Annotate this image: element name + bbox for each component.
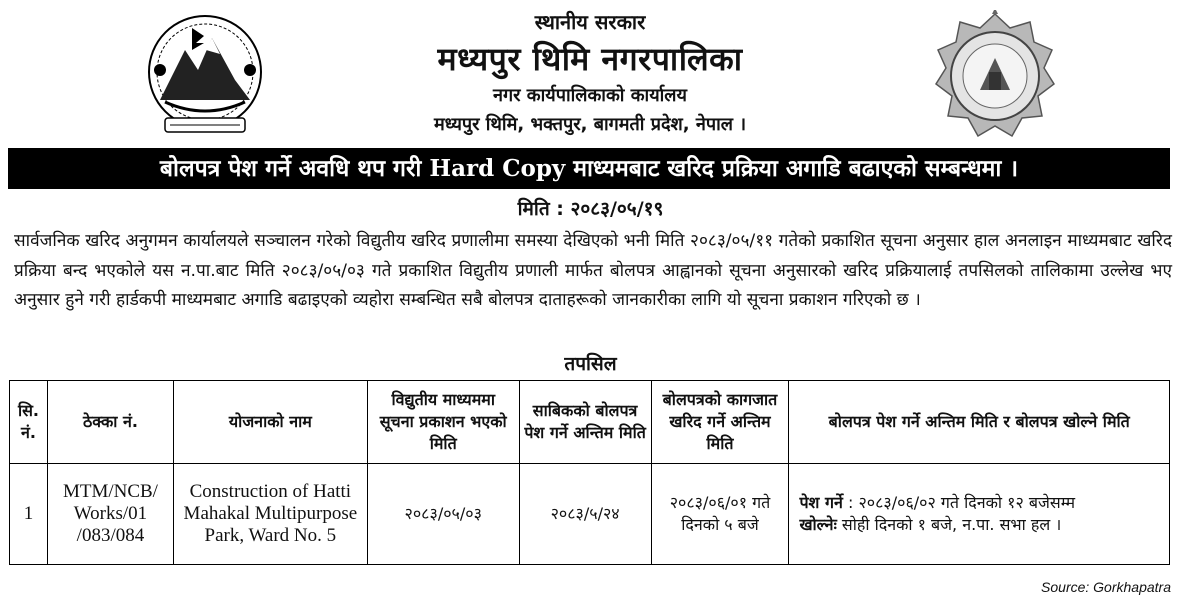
open-line [799, 514, 1165, 536]
table-title: तपसिल [564, 353, 617, 375]
submit-text: : २०८३/०६/०२ गते दिनको १२ बजेसम्म [847, 493, 1076, 512]
col-header-contract-no: ठेक्का नं. [47, 381, 173, 464]
col-header-old-deadline: साबिकको बोलपत्र पेश गर्ने अन्तिम मिति [519, 381, 651, 464]
municipality-seal-icon [930, 10, 1060, 145]
notice-title-banner: बोलपत्र पेश गर्ने अवधि थप गरी Hard Copy माध्यमबाट खरिद प्रक्रिया अगाडि बढाएको सम्बन्धमा । [8, 148, 1170, 189]
col-header-project-name: योजनाको नाम [173, 381, 367, 464]
notice-date: मिति : २०८३/०५/१९ [517, 198, 664, 220]
cell-sn: 1 [10, 464, 48, 565]
office-name: नगर कार्यपालिकाको कार्यालय [493, 85, 687, 106]
table-header-row [10, 381, 1170, 464]
cell-submit-open [789, 464, 1170, 565]
cell-old-deadline: २०८३/५/२४ [519, 464, 651, 565]
notice-body: सार्वजनिक खरिद अनुगमन कार्यालयले सञ्चालन गरेको विद्युतीय खरिद प्रणालीमा समस्या देखिएको भनी मिति २०८३/०५/११ गतेको प्रकाशित सूचना अनुसार हाल अनलाइन माध्यमबाट खरिद प्रक्रिया बन्द भएकोले यस न.पा.बाट मिति २०८३/०५/०३ गते प्रकाशित विद्युतीय प्रणाली मार्फत बोलपत्र आह्वानको सूचना अनुसारको खरिद प्रक्रियालाई तपसिलको तालिकामा उल्लेख भए अनुसार हुने गरी हार्डकपी माध्यमबाट अगाडि बढाइएको व्यहोरा सम्बन्धित सबै बोलपत्र दाताहरूको जानकारीका लागि यो सूचना प्रकाशन गरिएको छ । [14, 231, 1172, 310]
header-line-1: स्थानीय सरकार [534, 10, 646, 34]
open-text: सोही दिनको १ बजे, न.पा. सभा हल । [841, 515, 1062, 534]
open-label: खोल्नेः [799, 515, 837, 534]
table-row [10, 464, 1170, 565]
office-address: मध्यपुर थिमि, भक्तपुर, बागमती प्रदेश, नेपाल । [433, 114, 747, 135]
cell-doc-purchase: २०८३/०६/०१ गते दिनको ५ बजे [651, 464, 789, 565]
submit-line [799, 492, 1165, 514]
source-credit: Source: Gorkhapatra [1041, 579, 1171, 595]
col-header-publish-date: विद्युतीय माध्यममा सूचना प्रकाशन भएको मिति [367, 381, 519, 464]
municipality-name: मध्यपुर थिमि नगरपालिका [437, 40, 743, 78]
cell-project-name: Construction of Hatti Mahakal Multipurpose Park, Ward No. 5 [173, 464, 367, 565]
col-header-sn: सि. नं. [10, 381, 48, 464]
cell-publish-date: २०८३/०५/०३ [367, 464, 519, 565]
schedule-table [9, 380, 1170, 565]
submit-label: पेश गर्ने [799, 493, 843, 512]
col-header-doc-purchase: बोलपत्रको कागजात खरिद गर्ने अन्तिम मिति [651, 381, 789, 464]
notice-header [0, 0, 1181, 145]
cell-contract-no: MTM/NCB/ Works/01 /083/084 [47, 464, 173, 565]
col-header-submit-open: बोलपत्र पेश गर्ने अन्तिम मिति र बोलपत्र खोल्ने मिति [789, 381, 1170, 464]
nepal-emblem-icon [140, 10, 270, 140]
